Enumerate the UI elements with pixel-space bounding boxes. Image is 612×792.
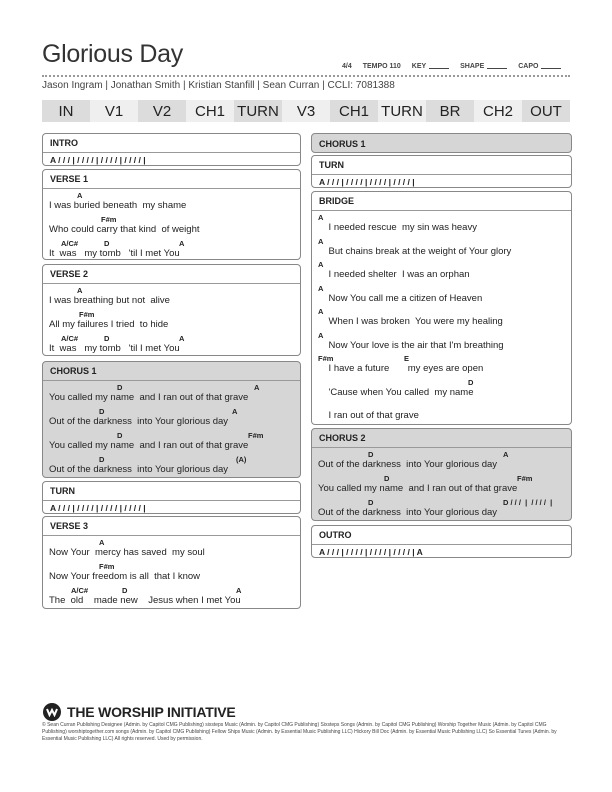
- chord: A: [179, 334, 185, 343]
- section-chorus-1: [42, 361, 301, 478]
- lyric-line: I was breathing but not alive: [49, 295, 170, 306]
- flow-item-turn: TURN: [234, 100, 282, 122]
- chord: D: [368, 498, 374, 507]
- chord: D: [117, 431, 123, 440]
- chord: D: [99, 455, 105, 464]
- chord: A: [318, 213, 324, 222]
- copyright-footer: © Sean Curran Publishing Designee (Admin. by Capitol CMG Publishing) sixsteps Music (Admin. by Capitol CMG Publishing) Sixsteps Songs (Admin. by Capitol CMG Publishing) Worship Together Music (Admin. by Capitol CMG Publishing) worshiptogether.com songs (Admin. by Capitol CMG Publishing) Fellow Ships Music (Admin. by Essential Music Publishing LLC) Hickory Bill Doc (Admin. by Essential Music Publishing LLC) So Essential Tunes (Admin. by Essential Music Publishing LLC) All rights reserved. Used by permission.: [42, 722, 557, 742]
- chord: A/C#: [61, 334, 79, 343]
- chord: F#m: [79, 310, 95, 319]
- lyric-line: I have a future my eyes are open: [318, 363, 484, 374]
- lyric-line: But chains break at the weight of Your glory: [318, 245, 512, 257]
- song-flow-bar: [42, 100, 570, 122]
- worship-initiative-logo: [43, 703, 236, 721]
- title-divider: [42, 75, 570, 77]
- chord: F#m: [99, 562, 115, 571]
- lyric-line: 'Cause when You called my name: [318, 386, 474, 398]
- lyric-line: You called my name and I ran out of that grave: [49, 392, 249, 403]
- flow-item-out: OUT: [522, 100, 570, 122]
- flow-item-in: IN: [42, 100, 90, 122]
- crown-icon: [43, 703, 61, 721]
- chord: A: [179, 239, 185, 248]
- lyric-line: I needed rescue my sin was heavy: [318, 222, 477, 233]
- chord: D: [117, 383, 123, 392]
- chord: F#m: [101, 215, 117, 224]
- lyric-line: Now Your freedom is all that I know: [49, 571, 201, 582]
- chord: A: [318, 330, 324, 340]
- section-divider: [43, 535, 300, 536]
- section-title: TURN: [50, 486, 75, 496]
- lyric-line: Out of the darkness into Your glorious day: [318, 507, 498, 518]
- flow-item-ch1: CH1: [330, 100, 378, 122]
- lyric-line: Out of the darkness into Your glorious day: [318, 459, 498, 470]
- flow-item-v1: V1: [90, 100, 138, 122]
- lyric-line: All my failures I tried to hide: [49, 319, 169, 330]
- chord: A: [232, 407, 238, 416]
- flow-item-ch1: CH1: [186, 100, 234, 122]
- lyric-line: When I was broken You were my healing: [318, 316, 503, 327]
- section-title: OUTRO: [319, 530, 352, 540]
- shape-label: SHAPE: [460, 63, 485, 70]
- shape-blank: [487, 68, 507, 69]
- chord: A/C#: [71, 586, 89, 595]
- chord: F#m: [318, 354, 334, 363]
- key-label: KEY: [411, 63, 427, 70]
- chord: F#m: [517, 474, 533, 483]
- section-divider: [43, 283, 300, 284]
- section-title: BRIDGE: [319, 196, 355, 206]
- section-verse-2: [42, 264, 301, 356]
- chord: A: [77, 191, 83, 200]
- chord: A: [236, 586, 242, 595]
- capo-blank: [541, 68, 561, 69]
- lyric-line: Who could carry that kind of weight: [49, 224, 200, 235]
- section-title: INTRO: [50, 138, 78, 148]
- logo-text: THE WORSHIP INITIATIVE: [67, 704, 236, 720]
- outro-bars: A / / / | / / / / | / / / / | / / / / | A: [319, 547, 423, 557]
- lyric-line: The old made new Jesus when I met You: [49, 595, 241, 606]
- section-verse-1: [42, 169, 301, 260]
- turn-bars: A / / / | / / / / | / / / / | / / / / |: [319, 177, 415, 187]
- lyric-line: You called my name and I ran out of that grave: [49, 440, 249, 451]
- tempo: TEMPO 110: [362, 63, 401, 70]
- chord: E: [404, 354, 410, 363]
- section-title: VERSE 1: [50, 174, 89, 184]
- song-meta: [342, 63, 570, 70]
- section-bridge: [311, 191, 572, 425]
- section-turn: [42, 481, 301, 514]
- lyric-line: Now Your mercy has saved my soul: [49, 547, 205, 558]
- chord: D: [384, 474, 390, 483]
- flow-item-v2: V2: [138, 100, 186, 122]
- chord: D: [368, 450, 374, 459]
- chord: A: [503, 450, 509, 459]
- section-verse-3: [42, 516, 301, 609]
- section-title: CHORUS 2: [319, 433, 366, 443]
- authors-line: Jason Ingram | Jonathan Smith | Kristian Stanfill | Sean Curran | CCLI: 7081388: [42, 80, 395, 91]
- section-title: VERSE 3: [50, 521, 89, 531]
- chord: A: [318, 260, 324, 269]
- section-title: VERSE 2: [50, 269, 89, 279]
- lyric-line: Now Your love is the air that I'm breathing: [318, 339, 504, 351]
- chord: A/C#: [61, 239, 79, 248]
- section-divider: [312, 447, 571, 448]
- chord: A: [254, 383, 260, 392]
- chord: D: [104, 334, 110, 343]
- chord: (A): [236, 455, 247, 464]
- section-outro: [311, 525, 572, 558]
- chord: D / / / | / / / / |: [503, 498, 553, 507]
- chord: A: [318, 283, 324, 293]
- lyric-line: Out of the darkness into Your glorious day: [49, 416, 229, 427]
- intro-bars: A / / / | / / / / | / / / / | / / / / |: [50, 155, 146, 165]
- key-blank: [429, 68, 449, 69]
- section-turn-2: [311, 155, 572, 188]
- chord: F#m: [248, 431, 264, 440]
- section-divider: [312, 210, 571, 211]
- flow-item-br: BR: [426, 100, 474, 122]
- chord: A: [318, 236, 324, 246]
- section-divider: [43, 188, 300, 189]
- flow-item-ch2: CH2: [474, 100, 522, 122]
- section-chorus-1-ref: [311, 133, 572, 153]
- chord: A: [318, 307, 324, 316]
- capo-label: CAPO: [518, 63, 539, 70]
- section-chorus-2: [311, 428, 572, 521]
- lyric-line: I was buried beneath my shame: [49, 200, 187, 211]
- lyric-line: It was my tomb 'til I met You: [49, 343, 180, 354]
- flow-item-turn: TURN: [378, 100, 426, 122]
- lyric-line: It was my tomb 'til I met You: [49, 248, 180, 259]
- section-divider: [43, 380, 300, 381]
- section-title: CHORUS 1: [319, 139, 366, 149]
- section-intro: [42, 133, 301, 166]
- chord: A: [77, 286, 83, 295]
- chord: D: [468, 377, 474, 387]
- section-title: CHORUS 1: [50, 366, 97, 376]
- lyric-line: I ran out of that grave: [318, 410, 419, 421]
- chord: A: [99, 538, 105, 547]
- chord: D: [104, 239, 110, 248]
- song-title: Glorious Day: [42, 40, 183, 68]
- lyric-line: I needed shelter I was an orphan: [318, 269, 470, 280]
- lyric-line: You called my name and I ran out of that grave: [318, 483, 518, 494]
- turn-bars: A / / / | / / / / | / / / / | / / / / |: [50, 503, 146, 513]
- time-signature: 4/4: [342, 63, 352, 70]
- chord: D: [122, 586, 128, 595]
- chord: D: [99, 407, 105, 416]
- lyric-line: Now You call me a citizen of Heaven: [318, 292, 483, 304]
- section-title: TURN: [319, 160, 344, 170]
- flow-item-v3: V3: [282, 100, 330, 122]
- lyric-line: Out of the darkness into Your glorious day: [49, 464, 229, 475]
